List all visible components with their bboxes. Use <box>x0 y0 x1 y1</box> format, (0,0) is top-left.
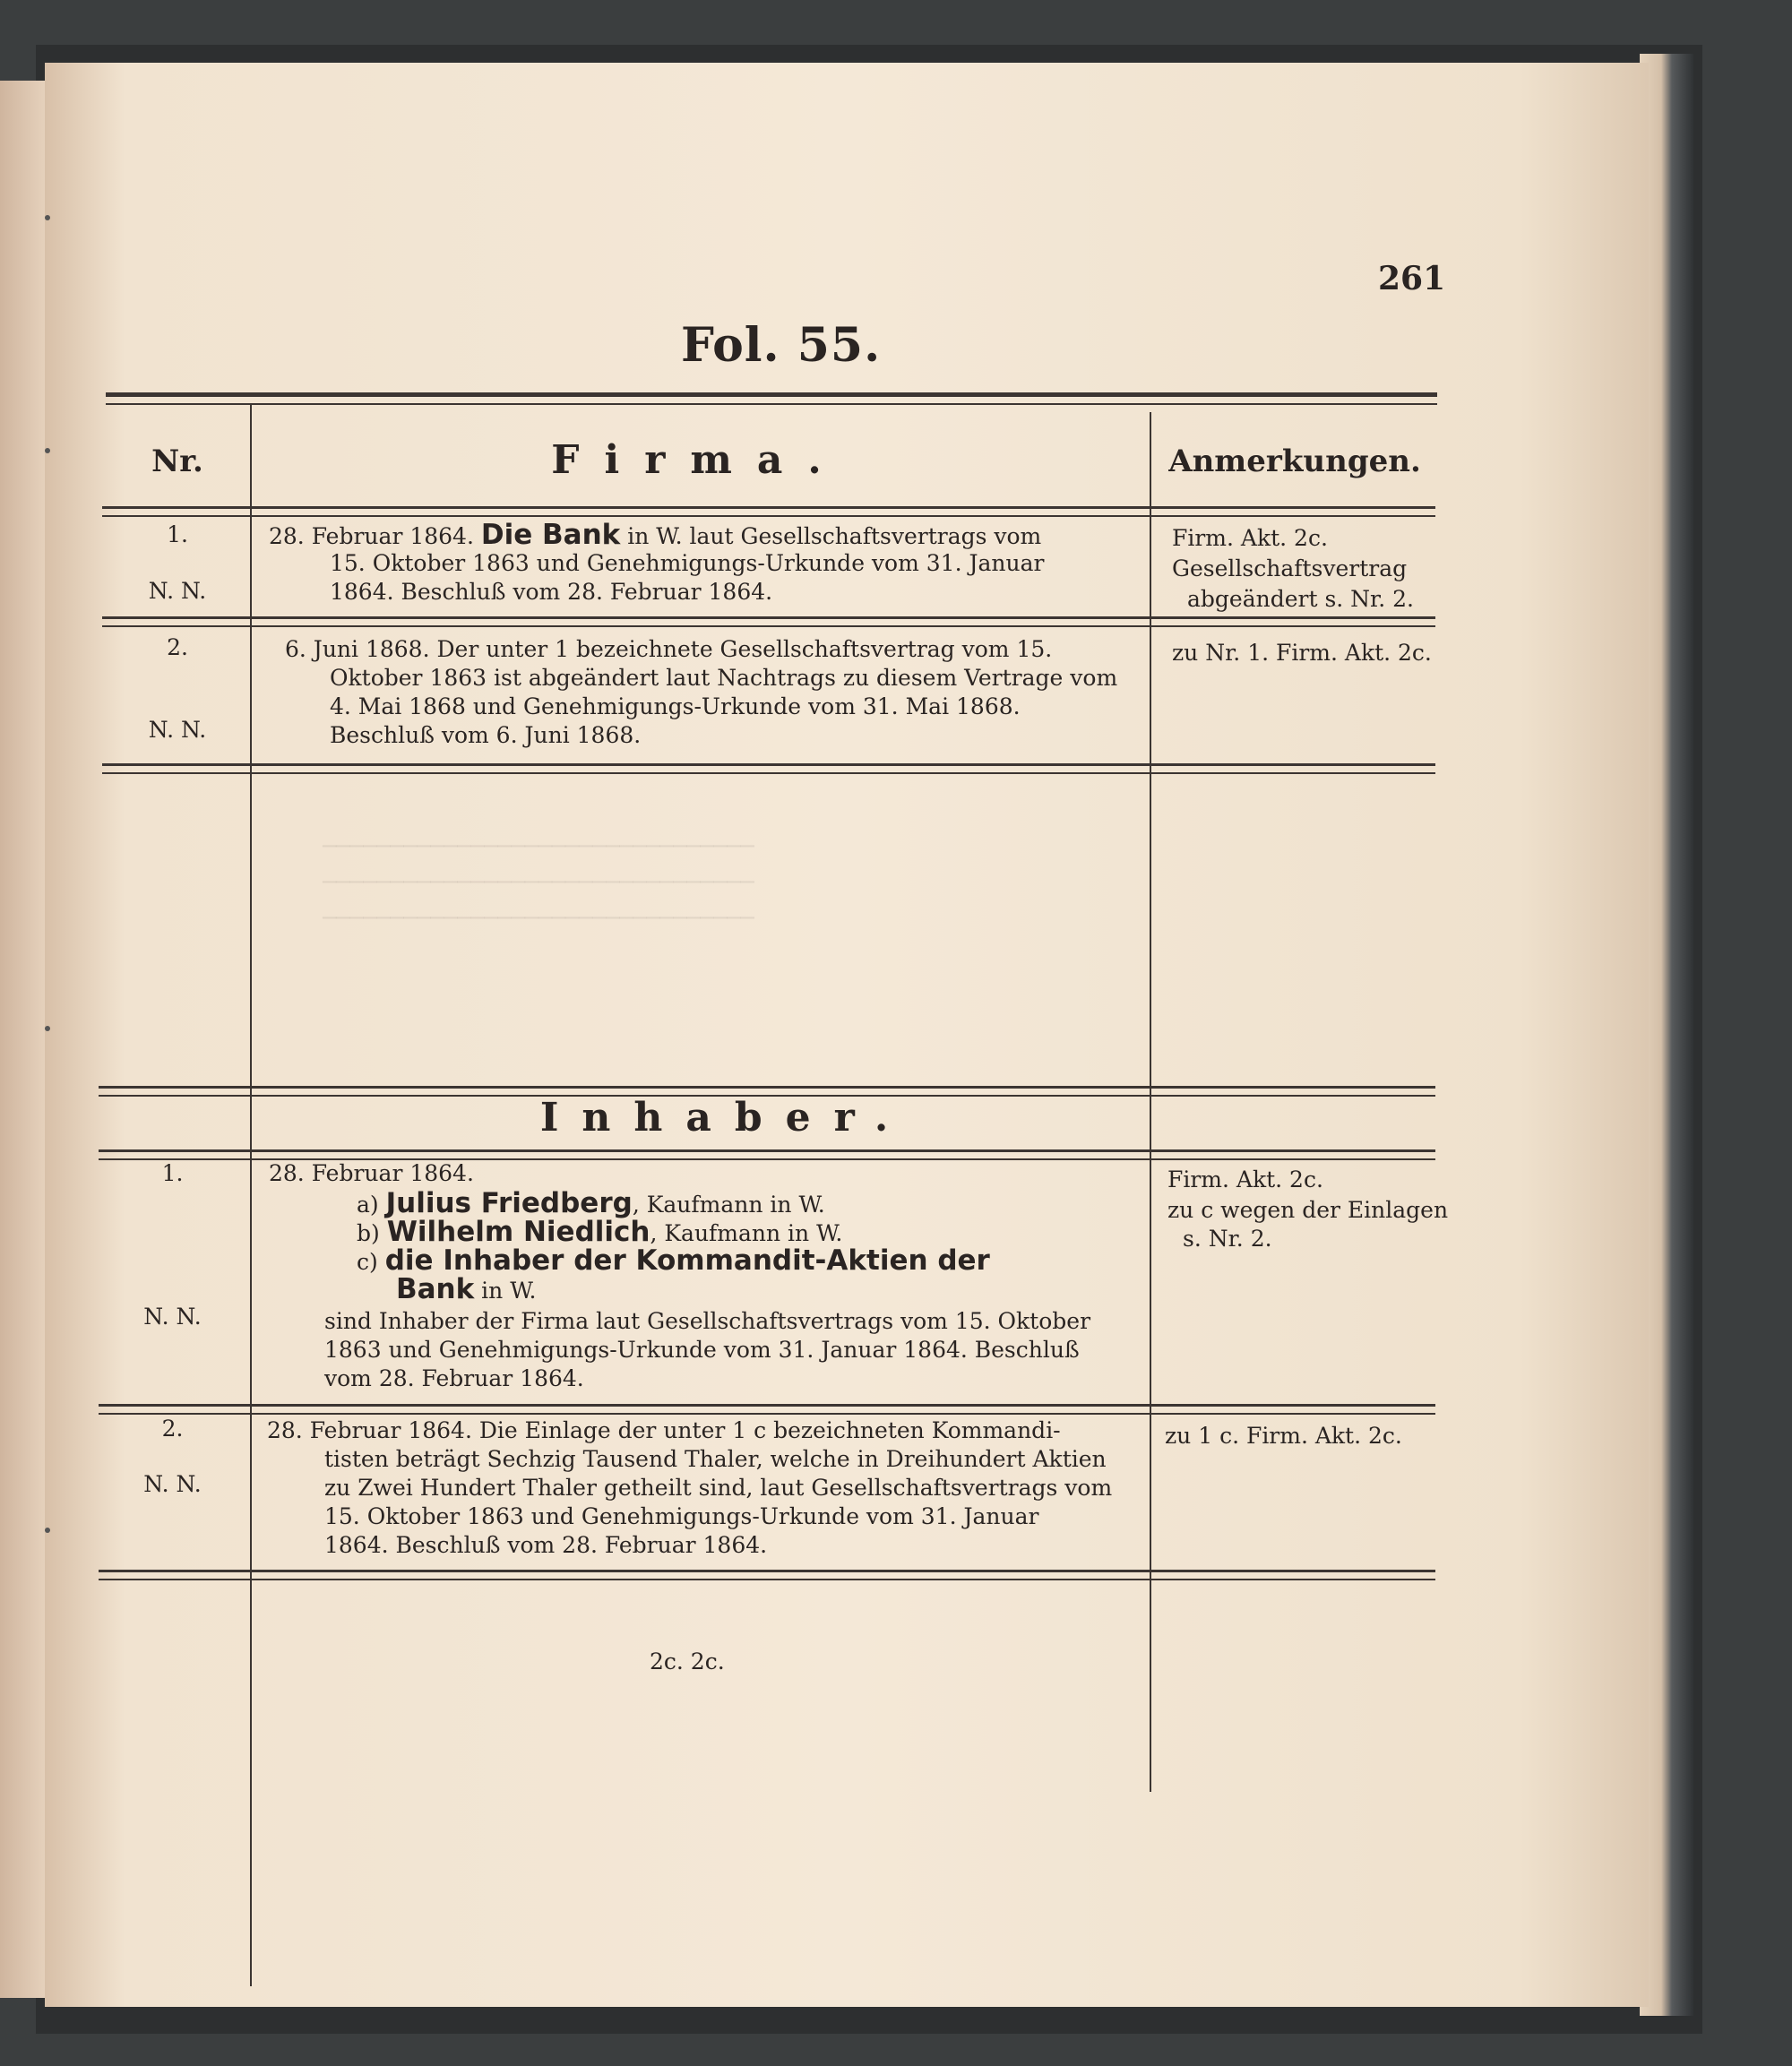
column-rule-nr <box>250 405 252 1986</box>
note-line: zu Nr. 1. Firm. Akt. 2c. <box>1172 640 1432 666</box>
binding-hole <box>45 1026 50 1031</box>
table-top-rule <box>106 392 1437 397</box>
owner-name: Wilhelm Niedlich <box>386 1216 650 1248</box>
inhaber-item-cont: Bank in W. <box>396 1273 537 1305</box>
binding-hole <box>45 215 50 220</box>
show-through-text: ──────────────────────────────── <box>323 905 754 931</box>
entry-number: 2. <box>161 1416 184 1442</box>
header-anmerkungen: Anmerkungen. <box>1168 443 1421 479</box>
inhaber-item: c) die Inhaber der Kommandit-Aktien der <box>357 1244 990 1277</box>
firma-text-line: 4. Mai 1868 und Genehmigungs-Urkunde vom 31. Mai 1868. <box>330 693 1021 719</box>
row-rule <box>99 1570 1435 1572</box>
show-through-text: ──────────────────────────────── <box>323 833 754 859</box>
note-line: zu 1 c. Firm. Akt. 2c. <box>1165 1423 1402 1449</box>
header-inhaber: Inhaber. <box>539 1095 912 1141</box>
header-nr: Nr. <box>151 443 203 479</box>
row-rule <box>99 1413 1435 1415</box>
row-rule <box>102 772 1435 774</box>
column-rule-notes <box>1150 412 1151 1792</box>
note-line: Gesellschaftsvertrag <box>1172 555 1408 581</box>
note-line: zu c wegen der Einlagen <box>1167 1197 1449 1223</box>
firma-text-line: 1864. Beschluß vom 28. Februar 1864. <box>330 579 773 605</box>
note-line: Firm. Akt. 2c. <box>1172 525 1328 551</box>
inhaber-text-line: tisten beträgt Sechzig Tausend Thaler, welche in Dreihundert Aktien <box>324 1446 1107 1472</box>
note-line: Firm. Akt. 2c. <box>1167 1166 1323 1192</box>
entry-nn: N. N. <box>148 717 207 743</box>
firma-text-line: Oktober 1863 ist abgeändert laut Nachtrags zu diesem Vertrage vom <box>330 665 1118 691</box>
note-line: s. Nr. 2. <box>1183 1226 1272 1252</box>
folio-title: Fol. 55. <box>681 318 882 373</box>
inhaber-text-line: 1864. Beschluß vom 28. Februar 1864. <box>324 1532 768 1558</box>
inhaber-text-line: 1863 und Genehmigungs-Urkunde vom 31. Januar 1864. Beschluß <box>324 1337 1080 1363</box>
entry-nn: N. N. <box>143 1471 202 1497</box>
inhaber-text-line: sind Inhaber der Firma laut Gesellschaftsvertrags vom 15. Oktober <box>324 1308 1091 1334</box>
entry-nn: N. N. <box>143 1304 202 1330</box>
owner-name: die Inhaber der Kommandit-Aktien der <box>384 1244 990 1277</box>
table-top-rule <box>106 403 1437 405</box>
row-rule <box>102 625 1435 627</box>
inhaber-text-line: 15. Oktober 1863 und Genehmigungs-Urkunde vom 31. Januar <box>324 1503 1039 1529</box>
binding-hole <box>45 448 50 453</box>
row-rule <box>99 1579 1435 1580</box>
firma-text-line: 28. Februar 1864. Die Bank in W. laut Gesellschaftsvertrags vom <box>269 519 1042 551</box>
inhaber-date: 28. Februar 1864. <box>269 1160 474 1186</box>
inhaber-item: b) Wilhelm Niedlich, Kaufmann in W. <box>357 1216 843 1248</box>
inhaber-text-line: zu Zwei Hundert Thaler getheilt sind, laut Gesellschaftsvertrags vom <box>324 1475 1113 1501</box>
note-line: abgeändert s. Nr. 2. <box>1187 586 1415 612</box>
etc-mark: 2c. 2c. <box>650 1648 725 1674</box>
firma-text-line: 6. Juni 1868. Der unter 1 bezeichnete Gesellschaftsvertrag vom 15. <box>285 636 1053 662</box>
show-through-text: ──────────────────────────────── <box>323 869 754 895</box>
row-rule <box>102 763 1435 766</box>
entry-number: 2. <box>167 634 188 660</box>
firma-text-line: 15. Oktober 1863 und Genehmigungs-Urkunde vom 31. Januar <box>330 550 1045 576</box>
entry-number: 1. <box>161 1160 184 1186</box>
owner-name: Julius Friedberg <box>385 1187 633 1219</box>
header-firma: Firma. <box>551 437 847 483</box>
left-page-edge <box>0 81 47 1998</box>
binding-hole <box>45 1528 50 1533</box>
inhaber-item: a) Julius Friedberg, Kaufmann in W. <box>357 1187 825 1219</box>
entry-number: 1. <box>167 521 188 547</box>
firm-name: Die Bank <box>480 519 621 551</box>
inhaber-text-line: vom 28. Februar 1864. <box>324 1365 584 1391</box>
entry-nn: N. N. <box>148 578 207 604</box>
section-rule <box>99 1086 1435 1089</box>
page-number: 261 <box>1378 260 1446 297</box>
row-rule <box>99 1404 1435 1407</box>
header-rule <box>102 506 1435 509</box>
inhaber-text-line: 28. Februar 1864. Die Einlage der unter 1 c bezeichneten Kommandi- <box>267 1417 1061 1443</box>
row-rule <box>102 616 1435 619</box>
header-rule <box>102 515 1435 517</box>
firma-text-line: Beschluß vom 6. Juni 1868. <box>330 722 642 748</box>
section-rule <box>99 1149 1435 1152</box>
